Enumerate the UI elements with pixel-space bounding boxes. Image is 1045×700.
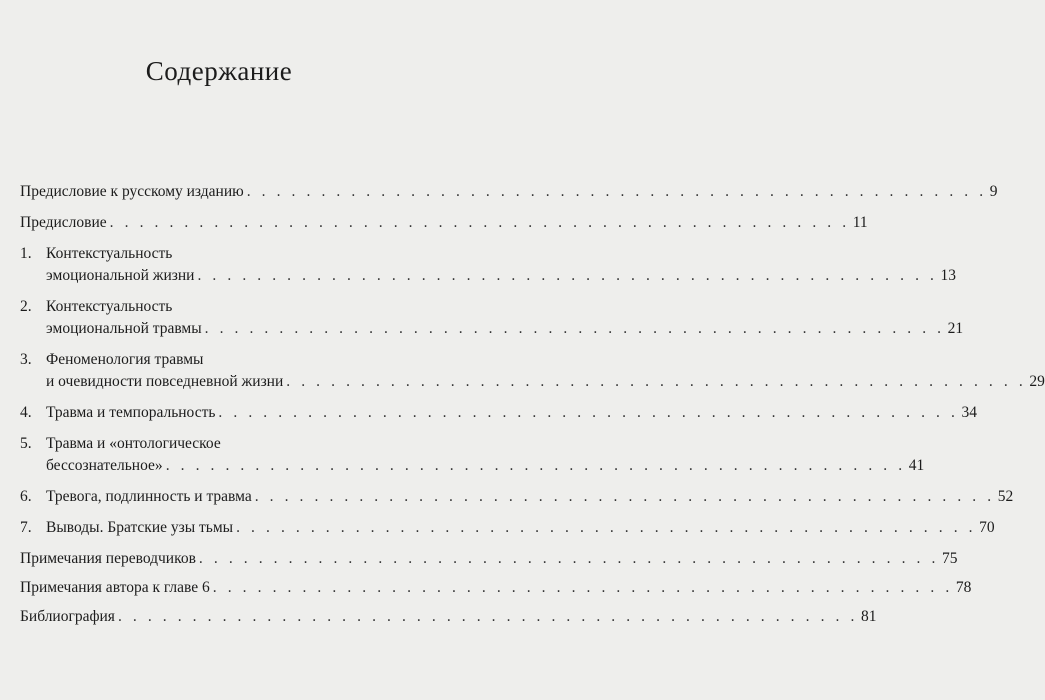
toc-entry-title: Предисловие bbox=[20, 214, 107, 231]
toc-entry-title: Примечания переводчиков bbox=[20, 550, 196, 567]
toc-leader-dots: . . . . . . . . . . . . . . . . . . . . . . . . . . . . . . . . . . . . . . . . . . . . . . . . . . bbox=[109, 214, 850, 231]
toc-entry-title-line1: Травма и «онтологическое bbox=[46, 435, 221, 452]
toc-entry-chapter-6[interactable] bbox=[20, 486, 1014, 508]
toc-leader-dots: . . . . . . . . . . . . . . . . . . . . . . . . . . . . . . . . . . . . . . . . . . . . . . . . . . bbox=[197, 267, 938, 284]
toc-entry-chapter-7[interactable] bbox=[20, 517, 995, 539]
toc-entry-title-line1: Контекстуальность bbox=[46, 298, 173, 315]
toc-entry-title-line2: бессознательное» bbox=[46, 457, 163, 474]
toc-entry-preface-russian[interactable] bbox=[20, 181, 998, 203]
toc-chapter-number: 1. bbox=[20, 245, 32, 262]
toc-page-number: 34 bbox=[961, 404, 977, 421]
toc-chapter-number: 2. bbox=[20, 298, 32, 315]
toc-chapter-number: 5. bbox=[20, 435, 32, 452]
toc-entry-title-line2: эмоциональной травмы bbox=[46, 320, 202, 337]
toc-leader-dots: . . . . . . . . . . . . . . . . . . . . . . . . . . . . . . . . . . . . . . . . . . . . . . . . . . bbox=[198, 550, 939, 567]
toc-leader-dots: . . . . . . . . . . . . . . . . . . . . . . . . . . . . . . . . . . . . . . . . . . . . . . . . . . bbox=[246, 183, 987, 200]
toc-chapter-number: 6. bbox=[20, 488, 32, 505]
toc-entry-title: Выводы. Братские узы тьмы bbox=[46, 519, 234, 536]
toc-leader-dots: . . . . . . . . . . . . . . . . . . . . . . . . . . . . . . . . . . . . . . . . . . . . . . . . . . bbox=[286, 373, 1027, 390]
toc-entry-chapter-2[interactable] bbox=[20, 296, 964, 340]
toc-page-number: 52 bbox=[997, 488, 1014, 505]
toc-entry-chapter-4[interactable] bbox=[20, 402, 977, 424]
toc-page-number: 78 bbox=[955, 579, 972, 596]
toc-leader-dots: . . . . . . . . . . . . . . . . . . . . . . . . . . . . . . . . . . . . . . . . . . . . . . . . . . bbox=[204, 320, 945, 337]
toc-entry-title: Библиография bbox=[20, 608, 115, 625]
toc-leader-dots: . . . . . . . . . . . . . . . . . . . . . . . . . . . . . . . . . . . . . . . . . . . . . . . . . . bbox=[218, 404, 959, 421]
toc-page-number: 81 bbox=[860, 608, 877, 625]
table-of-contents bbox=[20, 181, 1045, 637]
toc-chapter-number: 7. bbox=[20, 519, 32, 536]
toc-entry-translator-notes[interactable] bbox=[20, 548, 958, 570]
toc-entry-title: Травма и темпоральность bbox=[46, 404, 216, 421]
toc-leader-dots: . . . . . . . . . . . . . . . . . . . . . . . . . . . . . . . . . . . . . . . . . . . . . . . . . . bbox=[117, 608, 858, 625]
toc-entry-author-notes[interactable] bbox=[20, 577, 972, 599]
toc-entry-title: Предисловие к русскому изданию bbox=[20, 183, 244, 200]
toc-page-number: 29 bbox=[1029, 373, 1045, 390]
toc-leader-dots: . . . . . . . . . . . . . . . . . . . . . . . . . . . . . . . . . . . . . . . . . . . . . . . . . . bbox=[212, 579, 953, 596]
toc-page-number: 70 bbox=[979, 519, 995, 536]
toc-leader-dots: . . . . . . . . . . . . . . . . . . . . . . . . . . . . . . . . . . . . . . . . . . . . . . . . . . bbox=[236, 519, 977, 536]
toc-page-number: 13 bbox=[940, 267, 956, 284]
toc-entry-title-line2: эмоциональной жизни bbox=[46, 267, 195, 284]
toc-entry-chapter-5[interactable] bbox=[20, 433, 925, 477]
toc-leader-dots: . . . . . . . . . . . . . . . . . . . . . . . . . . . . . . . . . . . . . . . . . . . . . . . . . . bbox=[254, 488, 995, 505]
toc-entry-title: Примечания автора к главе 6 bbox=[20, 579, 210, 596]
toc-page-number: 11 bbox=[852, 214, 868, 231]
toc-entry-title: Тревога, подлинность и травма bbox=[46, 488, 252, 505]
toc-entry-chapter-1[interactable] bbox=[20, 243, 956, 287]
toc-entry-bibliography[interactable] bbox=[20, 606, 877, 628]
page-title: Содержание bbox=[145, 56, 293, 86]
toc-page-number: 41 bbox=[908, 457, 925, 474]
toc-entry-chapter-3[interactable] bbox=[20, 349, 1045, 393]
toc-entry-title-line1: Феноменология травмы bbox=[46, 351, 204, 368]
toc-chapter-number: 4. bbox=[20, 404, 32, 421]
toc-entry-title-line1: Контекстуальность bbox=[46, 245, 173, 262]
toc-page-number: 75 bbox=[941, 550, 958, 567]
toc-page-number: 9 bbox=[989, 183, 998, 200]
toc-entry-title-line2: и очевидности повседневной жизни bbox=[46, 373, 284, 390]
toc-entry-preface[interactable] bbox=[20, 212, 868, 234]
toc-leader-dots: . . . . . . . . . . . . . . . . . . . . . . . . . . . . . . . . . . . . . . . . . . . . . . . . . . bbox=[165, 457, 906, 474]
toc-page-number: 21 bbox=[947, 320, 964, 337]
toc-chapter-number: 3. bbox=[20, 351, 32, 368]
